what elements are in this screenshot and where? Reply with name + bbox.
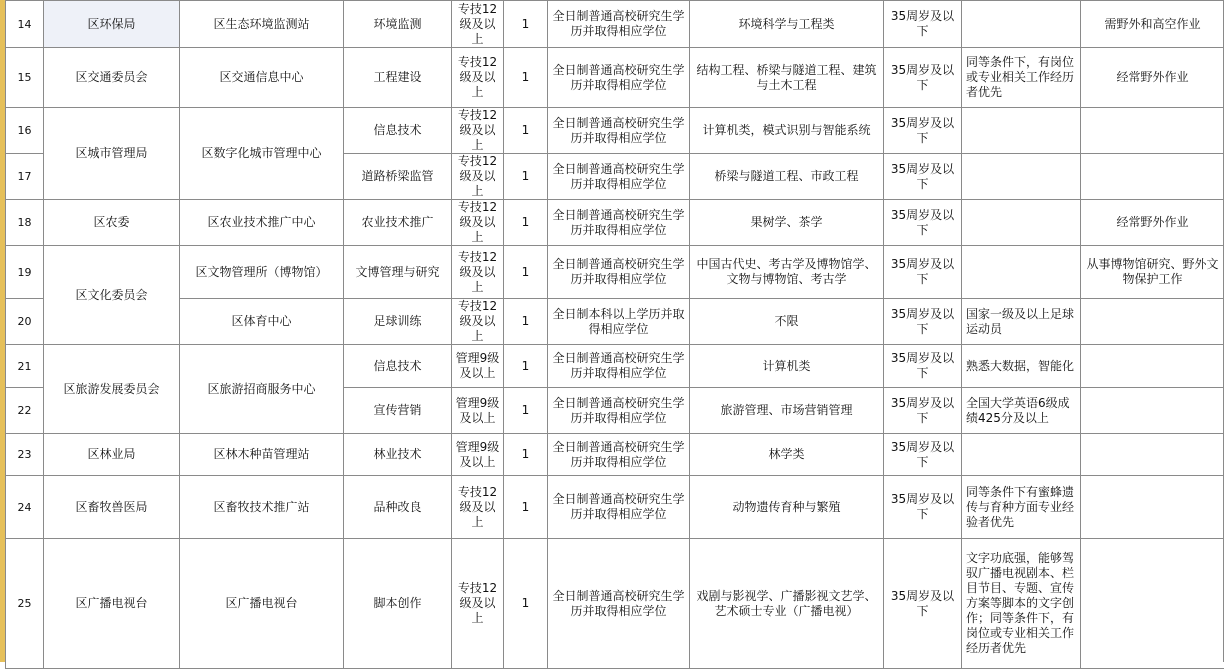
cell-education[interactable]: 全日制普通高校研究生学历并取得相应学位	[548, 345, 690, 388]
cell-post[interactable]: 宣传营销	[344, 388, 452, 434]
cell-education[interactable]: 全日制普通高校研究生学历并取得相应学位	[548, 48, 690, 108]
cell-dept[interactable]: 区林业局	[44, 434, 180, 476]
table-row	[6, 246, 1224, 299]
cell-note[interactable]	[1081, 108, 1224, 154]
cell-major[interactable]: 桥梁与隧道工程、市政工程	[690, 154, 884, 200]
cell-dept[interactable]: 区广播电视台	[44, 539, 180, 669]
cell-note[interactable]	[1081, 299, 1224, 345]
cell-no[interactable]: 24	[6, 476, 44, 539]
cell-condition[interactable]	[962, 1, 1081, 48]
cell-dept[interactable]: 区城市管理局	[44, 108, 180, 200]
cell-level[interactable]: 专技12级及以上	[452, 476, 504, 539]
cell-count[interactable]: 1	[504, 200, 548, 246]
cell-education[interactable]: 全日制普通高校研究生学历并取得相应学位	[548, 539, 690, 669]
cell-note[interactable]: 从事博物馆研究、野外文物保护工作	[1081, 246, 1224, 299]
cell-post[interactable]: 信息技术	[344, 108, 452, 154]
cell-note[interactable]	[1081, 345, 1224, 388]
cell-condition[interactable]: 文字功底强，能够驾驭广播电视剧本、栏目节目、专题、宣传方案等脚本的文字创作；同等条件下，有岗位或专业相关工作经历者优先	[962, 539, 1081, 669]
cell-education[interactable]: 全日制普通高校研究生学历并取得相应学位	[548, 154, 690, 200]
cell-post[interactable]: 林业技术	[344, 434, 452, 476]
cell-education[interactable]: 全日制普通高校研究生学历并取得相应学位	[548, 1, 690, 48]
cell-condition[interactable]	[962, 108, 1081, 154]
cell-age[interactable]: 35周岁及以下	[884, 246, 962, 299]
cell-level[interactable]: 专技12级及以上	[452, 1, 504, 48]
cell-note[interactable]	[1081, 476, 1224, 539]
cell-condition[interactable]	[962, 200, 1081, 246]
cell-age[interactable]: 35周岁及以下	[884, 299, 962, 345]
cell-major[interactable]: 结构工程、桥梁与隧道工程、建筑与土木工程	[690, 48, 884, 108]
cell-note[interactable]: 需野外和高空作业	[1081, 1, 1224, 48]
cell-count[interactable]: 1	[504, 539, 548, 669]
cell-age[interactable]: 35周岁及以下	[884, 539, 962, 669]
cell-major[interactable]: 中国古代史、考古学及博物馆学、文物与博物馆、考古学	[690, 246, 884, 299]
cell-major[interactable]: 林学类	[690, 434, 884, 476]
cell-education[interactable]: 全日制普通高校研究生学历并取得相应学位	[548, 200, 690, 246]
cell-dept[interactable]: 区文化委员会	[44, 246, 180, 345]
cell-no[interactable]: 15	[6, 48, 44, 108]
cell-condition[interactable]	[962, 434, 1081, 476]
cell-major[interactable]: 环境科学与工程类	[690, 1, 884, 48]
cell-count[interactable]: 1	[504, 48, 548, 108]
cell-age[interactable]: 35周岁及以下	[884, 345, 962, 388]
cell-condition[interactable]: 同等条件下，有岗位或专业相关工作经历者优先	[962, 48, 1081, 108]
cell-post[interactable]: 脚本创作	[344, 539, 452, 669]
cell-education[interactable]: 全日制普通高校研究生学历并取得相应学位	[548, 476, 690, 539]
cell-no[interactable]: 25	[6, 539, 44, 669]
cell-unit[interactable]: 区交通信息中心	[180, 48, 344, 108]
cell-count[interactable]: 1	[504, 154, 548, 200]
table-row	[6, 1, 1224, 48]
cell-major[interactable]: 果树学、茶学	[690, 200, 884, 246]
cell-post[interactable]: 文博管理与研究	[344, 246, 452, 299]
job-table	[5, 0, 1224, 669]
cell-dept[interactable]: 区环保局	[44, 1, 180, 48]
cell-note[interactable]: 经常野外作业	[1081, 200, 1224, 246]
cell-major[interactable]: 动物遗传育种与繁殖	[690, 476, 884, 539]
cell-note[interactable]	[1081, 434, 1224, 476]
cell-unit[interactable]: 区数字化城市管理中心	[180, 108, 344, 200]
cell-count[interactable]: 1	[504, 476, 548, 539]
cell-post[interactable]: 品种改良	[344, 476, 452, 539]
cell-level[interactable]: 专技12级及以上	[452, 108, 504, 154]
cell-level[interactable]: 专技12级及以上	[452, 200, 504, 246]
table-row	[6, 476, 1224, 539]
cell-condition[interactable]: 熟悉大数据，智能化	[962, 345, 1081, 388]
cell-count[interactable]: 1	[504, 345, 548, 388]
cell-no[interactable]: 21	[6, 345, 44, 388]
cell-age[interactable]: 35周岁及以下	[884, 388, 962, 434]
cell-major[interactable]: 计算机类，模式识别与智能系统	[690, 108, 884, 154]
cell-no[interactable]: 22	[6, 388, 44, 434]
cell-level[interactable]: 管理9级及以上	[452, 434, 504, 476]
cell-education[interactable]: 全日制普通高校研究生学历并取得相应学位	[548, 388, 690, 434]
cell-unit[interactable]: 区畜牧技术推广站	[180, 476, 344, 539]
cell-note[interactable]	[1081, 154, 1224, 200]
cell-dept[interactable]: 区交通委员会	[44, 48, 180, 108]
cell-unit[interactable]: 区文物管理所（博物馆）	[180, 246, 344, 299]
table-row	[6, 48, 1224, 108]
cell-age[interactable]: 35周岁及以下	[884, 1, 962, 48]
cell-unit[interactable]: 区广播电视台	[180, 539, 344, 669]
table-row	[6, 345, 1224, 388]
cell-age[interactable]: 35周岁及以下	[884, 108, 962, 154]
cell-dept[interactable]: 区旅游发展委员会	[44, 345, 180, 434]
cell-major[interactable]: 戏剧与影视学、广播影视文艺学、艺术硕士专业（广播电视）	[690, 539, 884, 669]
cell-condition[interactable]	[962, 246, 1081, 299]
cell-count[interactable]: 1	[504, 1, 548, 48]
cell-level[interactable]: 专技12级及以上	[452, 246, 504, 299]
cell-unit[interactable]: 区旅游招商服务中心	[180, 345, 344, 434]
cell-note[interactable]	[1081, 539, 1224, 669]
cell-count[interactable]: 1	[504, 388, 548, 434]
cell-condition[interactable]	[962, 154, 1081, 200]
cell-level[interactable]: 专技12级及以上	[452, 539, 504, 669]
cell-level[interactable]: 专技12级及以上	[452, 299, 504, 345]
cell-post[interactable]: 道路桥梁监管	[344, 154, 452, 200]
cell-note[interactable]	[1081, 388, 1224, 434]
cell-no[interactable]: 18	[6, 200, 44, 246]
cell-unit[interactable]: 区农业技术推广中心	[180, 200, 344, 246]
cell-dept[interactable]: 区畜牧兽医局	[44, 476, 180, 539]
cell-major[interactable]: 旅游管理、市场营销管理	[690, 388, 884, 434]
cell-count[interactable]: 1	[504, 246, 548, 299]
cell-major[interactable]: 不限	[690, 299, 884, 345]
cell-unit[interactable]: 区生态环境监测站	[180, 1, 344, 48]
cell-post[interactable]: 农业技术推广	[344, 200, 452, 246]
cell-no[interactable]: 19	[6, 246, 44, 299]
cell-major[interactable]: 计算机类	[690, 345, 884, 388]
cell-education[interactable]: 全日制普通高校研究生学历并取得相应学位	[548, 434, 690, 476]
table-row	[6, 200, 1224, 246]
cell-level[interactable]: 管理9级及以上	[452, 345, 504, 388]
cell-dept[interactable]: 区农委	[44, 200, 180, 246]
cell-age[interactable]: 35周岁及以下	[884, 154, 962, 200]
cell-unit[interactable]: 区体育中心	[180, 299, 344, 345]
cell-post[interactable]: 足球训练	[344, 299, 452, 345]
cell-count[interactable]: 1	[504, 299, 548, 345]
cell-count[interactable]: 1	[504, 434, 548, 476]
cell-level[interactable]: 专技12级及以上	[452, 154, 504, 200]
cell-unit[interactable]: 区林木种苗管理站	[180, 434, 344, 476]
cell-count[interactable]: 1	[504, 108, 548, 154]
table-row	[6, 299, 1224, 345]
cell-age[interactable]: 35周岁及以下	[884, 434, 962, 476]
cell-no[interactable]: 14	[6, 1, 44, 48]
cell-condition[interactable]: 同等条件下有蜜蜂遗传与育种方面专业经验者优先	[962, 476, 1081, 539]
cell-condition[interactable]: 全国大学英语6级成绩425分及以上	[962, 388, 1081, 434]
cell-note[interactable]: 经常野外作业	[1081, 48, 1224, 108]
cell-age[interactable]: 35周岁及以下	[884, 48, 962, 108]
cell-no[interactable]: 16	[6, 108, 44, 154]
table-row	[6, 434, 1224, 476]
cell-education[interactable]: 全日制普通高校研究生学历并取得相应学位	[548, 246, 690, 299]
cell-education[interactable]: 全日制本科以上学历并取得相应学位	[548, 299, 690, 345]
cell-post[interactable]: 工程建设	[344, 48, 452, 108]
cell-age[interactable]: 35周岁及以下	[884, 200, 962, 246]
cell-level[interactable]: 专技12级及以上	[452, 48, 504, 108]
cell-post[interactable]: 信息技术	[344, 345, 452, 388]
cell-level[interactable]: 管理9级及以上	[452, 388, 504, 434]
cell-education[interactable]: 全日制普通高校研究生学历并取得相应学位	[548, 108, 690, 154]
table-row	[6, 108, 1224, 154]
cell-no[interactable]: 17	[6, 154, 44, 200]
cell-no[interactable]: 20	[6, 299, 44, 345]
cell-no[interactable]: 23	[6, 434, 44, 476]
cell-post[interactable]: 环境监测	[344, 1, 452, 48]
cell-age[interactable]: 35周岁及以下	[884, 476, 962, 539]
table-row	[6, 539, 1224, 669]
cell-condition[interactable]: 国家一级及以上足球运动员	[962, 299, 1081, 345]
